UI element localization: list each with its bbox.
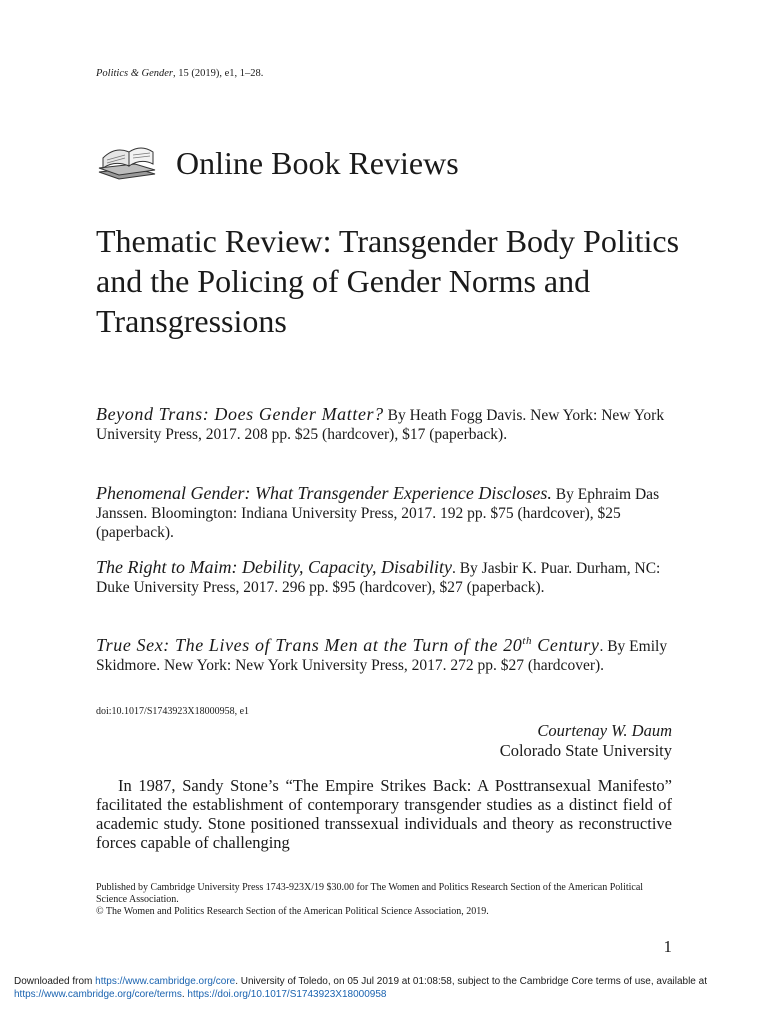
doi: doi:10.1017/S1743923X18000958, e1	[96, 706, 250, 717]
book-title-superscript: th	[522, 635, 533, 647]
review-title: Thematic Review: Transgender Body Politics and the Policing of Gender Norms and Transgressions	[96, 223, 680, 339]
cambridge-core-link[interactable]: https://www.cambridge.org/core	[95, 976, 236, 987]
publisher-line: Published by Cambridge University Press 1743-923X/19 $30.00 for The Women and Politics Research Section of the American Political Science Association.	[96, 882, 644, 905]
copyright-line: © The Women and Politics Research Section of the American Political Science Association, 2019.	[96, 906, 489, 917]
book-entry-2	[96, 484, 672, 542]
section-title: Online Book Reviews	[176, 145, 459, 181]
book-entry-4	[96, 632, 672, 675]
journal-volume: , 15 (2019), e1, 1–28.	[173, 68, 264, 79]
book-title: Phenomenal Gender: What Transgender Experience Discloses.	[96, 483, 552, 503]
book-title-part: Century	[532, 635, 600, 655]
body-paragraph: In 1987, Sandy Stone’s “The Empire Strikes Back: A Posttransexual Manifesto” facilitated the establishment of contemporary transgender studies as a distinct field of academic study. Stone positioned transsexual individuals and theory as reconstructive forces capable of challenging	[96, 776, 672, 852]
book-title: Beyond Trans: Does Gender Matter?	[96, 404, 384, 424]
journal-name: Politics & Gender	[96, 68, 173, 79]
author-block	[500, 721, 672, 761]
publisher-footnote	[96, 882, 674, 918]
author-affiliation: Colorado State University	[499, 741, 672, 760]
download-notice	[14, 975, 754, 1001]
terms-link[interactable]: https://www.cambridge.org/core/terms	[14, 989, 182, 1000]
book-details: By Ephraim Das Janssen. Bloomington: Indiana University Press, 2017. 192 pp. $75 (hardcover), $25 (paperback).	[96, 486, 660, 541]
journal-citation	[96, 68, 263, 79]
download-middle: . University of Toledo, on 05 Jul 2019 at 01:08:58, subject to the Cambridge Core terms of use, available at	[235, 976, 707, 987]
book-entry-1	[96, 405, 672, 444]
author-name: Courtenay W. Daum	[537, 721, 672, 740]
book-entry-3	[96, 558, 672, 597]
book-title: The Right to Maim: Debility, Capacity, Disability	[96, 557, 452, 577]
book-details: By Heath Fogg Davis. New York: New York University Press, 2017. 208 pp. $25 (hardcover), $17 (paperback).	[96, 407, 665, 443]
page-number: 1	[663, 937, 672, 956]
book-details: . By Jasbir K. Puar. Durham, NC: Duke University Press, 2017. 296 pp. $95 (hardcover), $27 (paperback).	[96, 560, 661, 596]
doi-link[interactable]: https://doi.org/10.1017/S1743923X18000958	[187, 989, 387, 1000]
download-prefix: Downloaded from	[14, 976, 96, 987]
open-book-icon	[95, 138, 159, 182]
book-title	[96, 635, 599, 655]
download-separator: .	[181, 989, 188, 1000]
book-details: . By Emily Skidmore. New York: New York University Press, 2017. 272 pp. $27 (hardcover).	[96, 638, 668, 674]
book-title-part: True Sex: The Lives of Trans Men at the Turn of the 20	[96, 635, 523, 655]
